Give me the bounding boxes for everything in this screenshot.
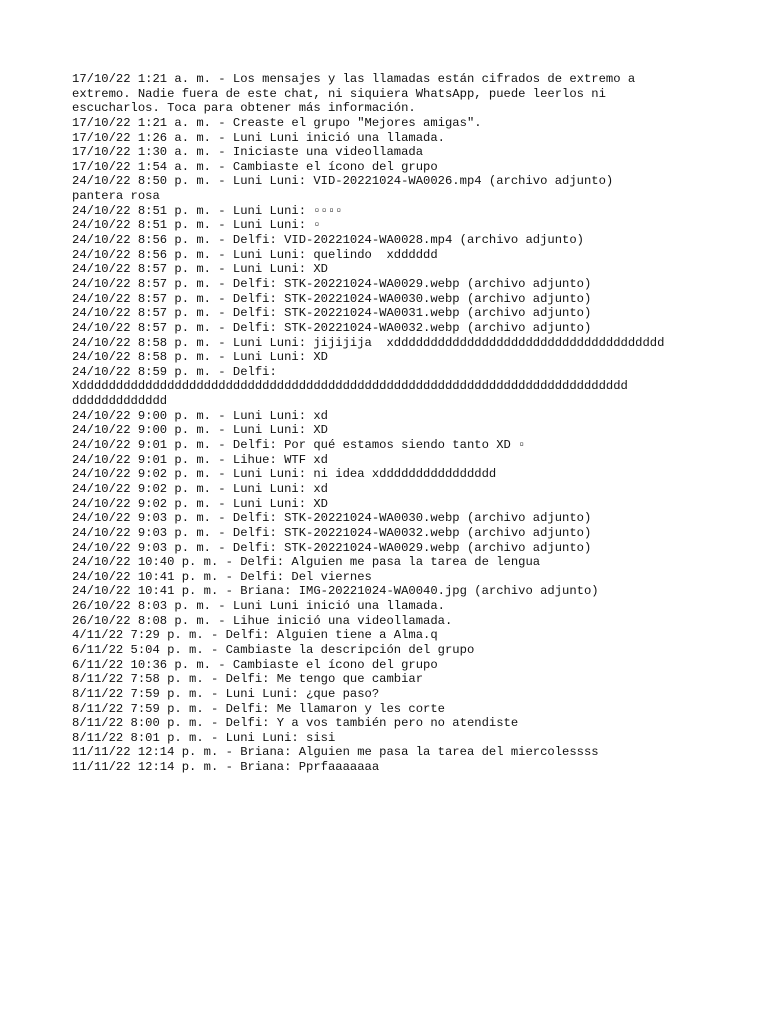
- chat-log-line: 4/11/22 7:29 p. m. - Delfi: Alguien tiene a Alma.q: [72, 628, 438, 643]
- chat-log-line: 24/10/22 8:57 p. m. - Luni Luni: XD: [72, 262, 328, 277]
- chat-log-line: 24/10/22 8:58 p. m. - Luni Luni: XD: [72, 350, 328, 365]
- chat-log-line: 24/10/22 9:03 p. m. - Delfi: STK-20221024-WA0029.webp (archivo adjunto): [72, 540, 592, 555]
- chat-log-line: 24/10/22 9:00 p. m. - Luni Luni: XD: [72, 423, 328, 438]
- chat-log-line: 8/11/22 8:01 p. m. - Luni Luni: sisi: [72, 730, 336, 745]
- chat-log-line: 11/11/22 12:14 p. m. - Briana: Pprfaaaaaaa: [72, 760, 380, 775]
- chat-log-line: 8/11/22 7:59 p. m. - Delfi: Me llamaron y les corte: [72, 701, 445, 716]
- chat-log-line: 8/11/22 7:59 p. m. - Luni Luni: ¿que paso?: [72, 686, 380, 701]
- chat-log-line: 26/10/22 8:03 p. m. - Luni Luni inició una llamada.: [72, 599, 445, 614]
- chat-log-line: 24/10/22 9:03 p. m. - Delfi: STK-20221024-WA0032.webp (archivo adjunto): [72, 525, 592, 540]
- chat-log-line: 6/11/22 10:36 p. m. - Cambiaste el ícono del grupo: [72, 657, 438, 672]
- chat-log-line: 24/10/22 9:02 p. m. - Luni Luni: XD: [72, 496, 328, 511]
- chat-log-line: 24/10/22 10:40 p. m. - Delfi: Alguien me pasa la tarea de lengua: [72, 555, 541, 570]
- chat-log-line: 6/11/22 5:04 p. m. - Cambiaste la descripción del grupo: [72, 642, 475, 657]
- chat-log-line: 24/10/22 9:02 p. m. - Luni Luni: ni idea xdddddddddddddddd: [72, 467, 497, 482]
- chat-log-line: 17/10/22 1:30 a. m. - Iniciaste una videollamada: [72, 145, 424, 160]
- chat-log-line: 17/10/22 1:54 a. m. - Cambiaste el ícono del grupo: [72, 159, 438, 174]
- chat-log-line: pantera rosa: [72, 189, 160, 204]
- chat-log-line: 24/10/22 8:56 p. m. - Luni Luni: quelindo xdddddd: [72, 247, 438, 262]
- chat-log-line: 24/10/22 8:58 p. m. - Luni Luni: jijijija xddddddddddddddddddddddddddddddddddddd: [72, 335, 665, 350]
- chat-log-line: escucharlos. Toca para obtener más información.: [72, 101, 416, 116]
- chat-log-line: 17/10/22 1:21 a. m. - Creaste el grupo "Mejores amigas".: [72, 115, 482, 130]
- chat-log-line: 24/10/22 8:57 p. m. - Delfi: STK-20221024-WA0032.webp (archivo adjunto): [72, 320, 592, 335]
- chat-log-line: 24/10/22 8:56 p. m. - Delfi: VID-20221024-WA0028.mp4 (archivo adjunto): [72, 233, 584, 248]
- chat-log-line: 24/10/22 9:01 p. m. - Lihue: WTF xd: [72, 452, 328, 467]
- chat-log-line: 24/10/22 8:57 p. m. - Delfi: STK-20221024-WA0029.webp (archivo adjunto): [72, 276, 592, 291]
- chat-log-line: 8/11/22 7:58 p. m. - Delfi: Me tengo que cambiar: [72, 672, 424, 687]
- chat-log-line: extremo. Nadie fuera de este chat, ni siquiera WhatsApp, puede leerlos ni: [72, 86, 606, 101]
- chat-log-line: 24/10/22 9:00 p. m. - Luni Luni: xd: [72, 408, 328, 423]
- chat-log-line: 17/10/22 1:26 a. m. - Luni Luni inició una llamada.: [72, 130, 445, 145]
- chat-log-line: 24/10/22 9:02 p. m. - Luni Luni: xd: [72, 481, 328, 496]
- chat-log-line: Xddddddddddddddddddddddddddddddddddddddddddddddddddddddddddddddddddddddddddd: [72, 379, 628, 394]
- chat-log-line: 11/11/22 12:14 p. m. - Briana: Alguien me pasa la tarea del miercolessss: [72, 745, 599, 760]
- chat-log-line: 24/10/22 8:51 p. m. - Luni Luni: ▫: [72, 218, 321, 233]
- chat-log-line: 24/10/22 8:57 p. m. - Delfi: STK-20221024-WA0031.webp (archivo adjunto): [72, 306, 592, 321]
- chat-log-line: 24/10/22 8:59 p. m. - Delfi:: [72, 364, 277, 379]
- chat-log-line: 26/10/22 8:08 p. m. - Lihue inició una videollamada.: [72, 613, 453, 628]
- chat-log-line: 8/11/22 8:00 p. m. - Delfi: Y a vos también pero no atendiste: [72, 716, 519, 731]
- chat-log-line: 24/10/22 8:50 p. m. - Luni Luni: VID-20221024-WA0026.mp4 (archivo adjunto): [72, 174, 614, 189]
- chat-log-line: 24/10/22 8:51 p. m. - Luni Luni: ▫▫▫▫: [72, 203, 343, 218]
- chat-log-line: 24/10/22 8:57 p. m. - Delfi: STK-20221024-WA0030.webp (archivo adjunto): [72, 291, 592, 306]
- chat-log-line: 17/10/22 1:21 a. m. - Los mensajes y las llamadas están cifrados de extremo a: [72, 72, 636, 86]
- chat-log-line: ddddddddddddd: [72, 394, 168, 409]
- chat-log-line: 24/10/22 10:41 p. m. - Delfi: Del viernes: [72, 569, 372, 584]
- chat-log-text: [72, 72, 732, 775]
- chat-log-line: 24/10/22 9:01 p. m. - Delfi: Por qué estamos siendo tanto XD ▫: [72, 438, 526, 453]
- chat-log-line: 24/10/22 10:41 p. m. - Briana: IMG-20221024-WA0040.jpg (archivo adjunto): [72, 584, 599, 599]
- chat-log-line: 24/10/22 9:03 p. m. - Delfi: STK-20221024-WA0030.webp (archivo adjunto): [72, 511, 592, 526]
